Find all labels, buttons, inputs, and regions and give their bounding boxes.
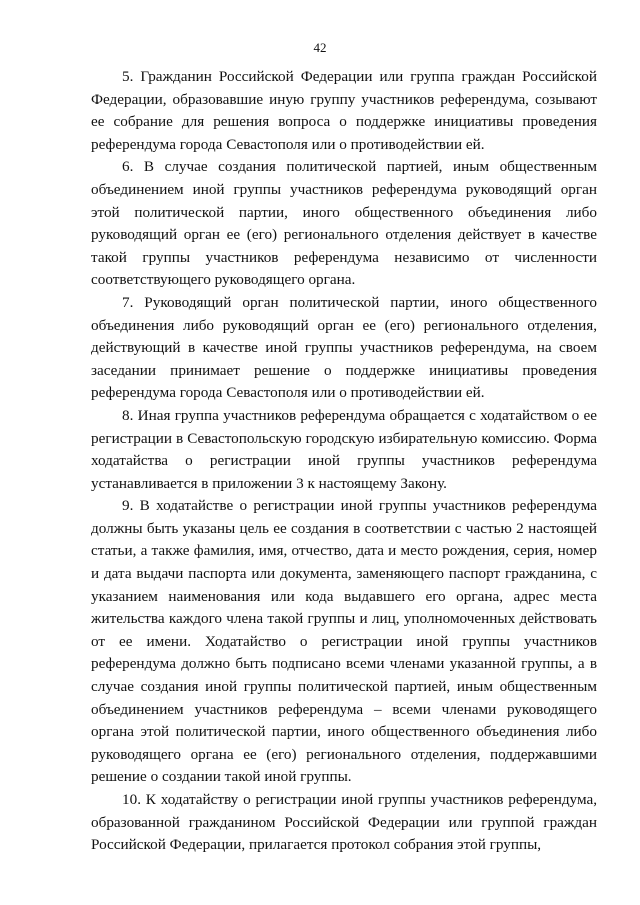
paragraph-5: 5. Гражданин Российской Федерации или группа граждан Российской Федерации, образовавшие иную группу участников референдума, созывают ее собрание для решения вопроса о поддержке инициативы проведения референдума города Севастополя или о противодействии ей. (91, 68, 597, 153)
paragraph-7: 7. Руководящий орган политической партии, иного общественного объединения либо руководящий орган ее (его) регионального отделения, действующий в качестве иной группы участников референдума, на своем заседании принимает решение о поддержке инициативы проведения референдума города Севастополя или о противодействии ей. (91, 293, 597, 402)
paragraph-10: 10. К ходатайству о регистрации иной группы участников референдума, образованной гражданином Российской Федерации или группой граждан Российской Федерации, прилагается протокол собрания этой группы, (91, 791, 597, 854)
page-number: 42 (313, 40, 327, 55)
paragraph-6: 6. В случае создания политической партией, иным общественным объединением иной группы участников референдума руководящий орган этой политической партии, иного общественного объединения либо руководящий орган ее (его) регионального отделения действует в качестве такой группы участников референдума независимо от численности соответствующего руководящего органа. (91, 158, 597, 289)
document-body (91, 66, 597, 857)
paragraph-9: 9. В ходатайстве о регистрации иной группы участников референдума должны быть указаны цель ее создания в соответствии с частью 2 настоящей статьи, а также фамилия, имя, отчество, дата и место рождения, серия, номер и дата выдачи паспорта или документа, заменяющего паспорт гражданина, с указанием наименования или кода выдавшего его органа, адрес места жительства каждого члена такой группы и лиц, уполномоченных действовать от ее имени. Ходатайство о регистрации иной группы участников референдума должно быть подписано всеми членами указанной группы, а в случае создания иной группы политической партией, иным общественным объединением участников референдума – всеми членами руководящего органа этой политической партии, иного общественного объединения либо руководящего органа ее (его) регионального отделения, поддержавшими решение о создании такой иной группы. (91, 497, 597, 786)
paragraph-8: 8. Иная группа участников референдума обращается с ходатайством о ее регистрации в Севастопольскую городскую избирательную комиссию. Форма ходатайства о регистрации иной группы участников референдума устанавливается в приложении 3 к настоящему Закону. (91, 406, 597, 492)
